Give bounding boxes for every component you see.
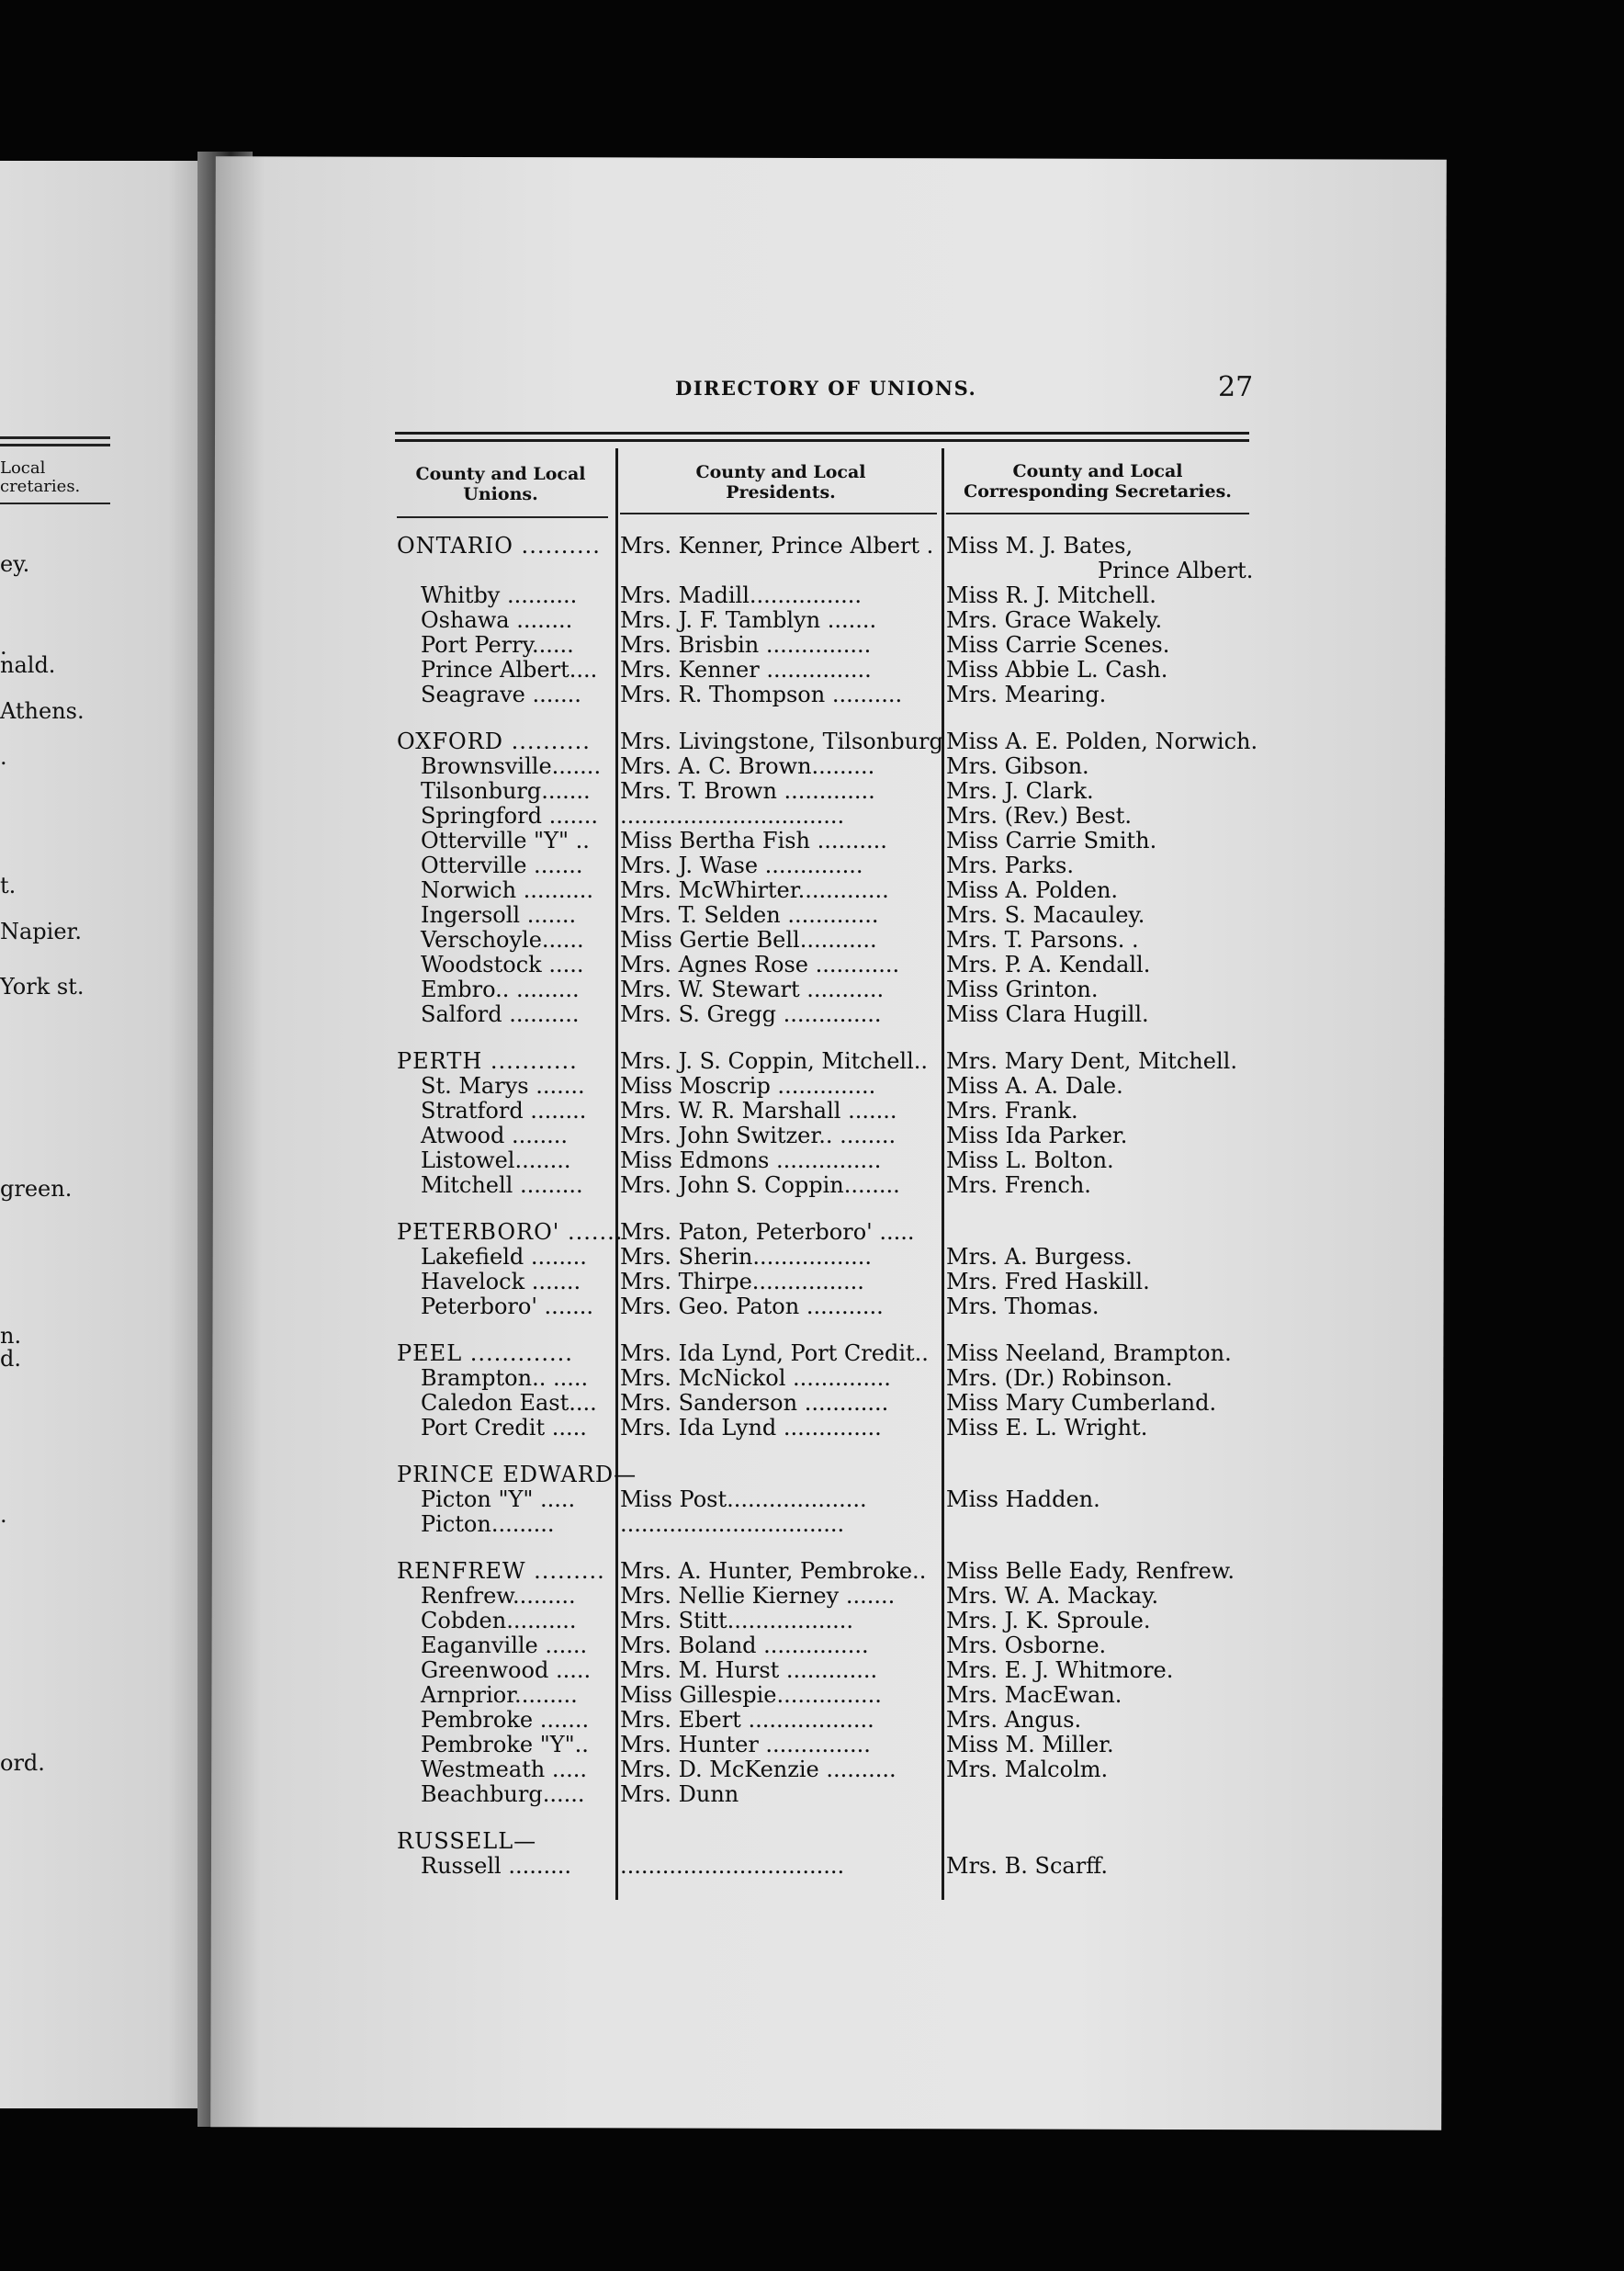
county-union-name: PETERBORO' ....... [397, 1219, 624, 1245]
table-row [0, 902, 1624, 928]
president-name: Mrs. Paton, Peterboro' ..... [620, 1219, 915, 1245]
left-page-line: . [0, 634, 7, 660]
president-name: Mrs. Geo. Paton ........... [620, 1294, 884, 1319]
table-row [0, 682, 1624, 707]
left-page-rule [0, 444, 110, 446]
secretary-name: Mrs. Mary Dent, Mitchell. [946, 1048, 1237, 1074]
table-row [0, 607, 1624, 633]
table-row [0, 1073, 1624, 1099]
table-row [0, 1172, 1624, 1198]
header-underline [946, 513, 1249, 514]
table-row [0, 803, 1624, 829]
president-name: Mrs. T. Brown ............. [620, 778, 875, 804]
president-name: ................................ [620, 803, 845, 829]
left-header-line: Local [0, 458, 46, 478]
table-row [0, 1707, 1624, 1733]
secretary-name: Miss Belle Eady, Renfrew. [946, 1558, 1235, 1584]
table-row [0, 753, 1624, 779]
local-union-name: Whitby .......... [421, 582, 578, 608]
local-union-name: Oshawa ........ [421, 607, 573, 633]
local-union-name: Pembroke "Y".. [421, 1732, 589, 1757]
president-name: ................................ [620, 1511, 845, 1537]
secretary-name: Miss Mary Cumberland. [946, 1390, 1217, 1416]
table-row [0, 1657, 1624, 1683]
president-name: Mrs. M. Hurst ............. [620, 1657, 878, 1683]
president-name: Mrs. D. McKenzie .......... [620, 1757, 897, 1782]
table-row [0, 1269, 1624, 1294]
secretary-name: Mrs. Angus. [946, 1707, 1082, 1733]
table-row [0, 977, 1624, 1002]
local-union-name: Seagrave ....... [421, 682, 581, 707]
county-union-name: PRINCE EDWARD— [397, 1462, 637, 1487]
table-row [0, 1781, 1624, 1807]
secretary-name: Mrs. (Rev.) Best. [946, 803, 1133, 829]
president-name: Mrs. R. Thompson .......... [620, 682, 903, 707]
left-page-line: n. [0, 1323, 22, 1349]
president-name: Miss Post.................... [620, 1486, 867, 1512]
president-name: Mrs. McNickol .............. [620, 1365, 891, 1391]
secretary-name: Mrs. A. Burgess. [946, 1244, 1133, 1270]
local-union-name: Port Perry...... [421, 632, 574, 658]
local-union-name: Port Credit ..... [421, 1415, 587, 1441]
secretary-name: Mrs. Frank. [946, 1098, 1078, 1124]
secretary-name: Mrs. Osborne. [946, 1633, 1107, 1658]
secretary-name: Miss M. Miller. [946, 1732, 1114, 1757]
table-row [0, 877, 1624, 903]
left-page-line: Napier. [0, 919, 83, 944]
president-name: Mrs. Agnes Rose ............ [620, 952, 900, 977]
secretary-name: Miss Carrie Scenes. [946, 632, 1170, 658]
secretary-name: Miss Abbie L. Cash. [946, 657, 1168, 683]
table-row [0, 1583, 1624, 1609]
secretary-name: Miss Carrie Smith. [946, 828, 1157, 853]
table-row [0, 1558, 1624, 1584]
secretary-continuation: Prince Albert. [1098, 558, 1254, 583]
table-row [0, 952, 1624, 977]
local-union-name: Listowel........ [421, 1147, 571, 1173]
president-name: Mrs. John S. Coppin........ [620, 1172, 900, 1198]
president-name: Mrs. Hunter ............... [620, 1732, 871, 1757]
local-union-name: Otterville ....... [421, 853, 583, 878]
secretary-name: Mrs. E. J. Whitmore. [946, 1657, 1174, 1683]
table-row [0, 853, 1624, 878]
county-union-name: RENFREW ......... [397, 1558, 605, 1584]
president-name: Mrs. McWhirter............. [620, 877, 889, 903]
county-union-name: ONTARIO .......... [397, 533, 601, 559]
local-union-name: Renfrew......... [421, 1583, 576, 1609]
left-page-line: York st. [0, 974, 85, 1000]
secretary-name: Miss A. A. Dale. [946, 1073, 1123, 1099]
secretary-name: Miss A. Polden. [946, 877, 1119, 903]
secretary-name: Mrs. Malcolm. [946, 1757, 1109, 1782]
left-page-line: green. [0, 1176, 73, 1202]
local-union-name: Beachburg...... [421, 1781, 585, 1807]
local-union-name: Ingersoll ....... [421, 902, 577, 928]
president-name: Mrs. Madill................ [620, 582, 862, 608]
table-row [0, 533, 1624, 559]
secretary-name: Miss L. Bolton. [946, 1147, 1114, 1173]
president-name: Mrs. J. Wase .............. [620, 853, 863, 878]
table-row [0, 1682, 1624, 1708]
header-presidents [634, 462, 928, 503]
president-name: Mrs. Livingstone, Tilsonburg [620, 729, 943, 754]
table-row [0, 657, 1624, 683]
president-name: Mrs. J. F. Tamblyn ....... [620, 607, 877, 633]
county-union-name: OXFORD .......... [397, 729, 591, 754]
secretary-name: Miss R. J. Mitchell. [946, 582, 1156, 608]
local-union-name: Russell ......... [421, 1853, 572, 1879]
local-union-name: Springford ....... [421, 803, 598, 829]
president-name: Mrs. J. S. Coppin, Mitchell.. [620, 1048, 929, 1074]
president-name: Miss Bertha Fish .......... [620, 828, 887, 853]
table-row [0, 1340, 1624, 1366]
secretary-name: Mrs. Gibson. [946, 753, 1089, 779]
president-name: Mrs. A. C. Brown......... [620, 753, 875, 779]
secretary-name: Mrs. MacEwan. [946, 1682, 1122, 1708]
president-name: Mrs. Stitt.................. [620, 1608, 853, 1633]
table-row [0, 1853, 1624, 1879]
secretary-name: Mrs. P. A. Kendall. [946, 952, 1151, 977]
table-row [0, 778, 1624, 804]
secretary-name: Miss A. E. Polden, Norwich. [946, 729, 1258, 754]
header-underline [620, 513, 937, 514]
local-union-name: Westmeath ..... [421, 1757, 588, 1782]
president-name: Mrs. Sherin................. [620, 1244, 873, 1270]
president-name: Mrs. Nellie Kierney ....... [620, 1583, 896, 1609]
local-union-name: Pembroke ....... [421, 1707, 590, 1733]
local-union-name: Woodstock ..... [421, 952, 584, 977]
secretary-name: Mrs. T. Parsons. . [946, 927, 1139, 953]
header-presidents-line1: County and Local [695, 462, 866, 482]
table-row [0, 828, 1624, 853]
left-page-line: . [0, 1502, 7, 1528]
table-row [0, 1757, 1624, 1782]
local-union-name: Eaganville ...... [421, 1633, 588, 1658]
local-union-name: Norwich .......... [421, 877, 593, 903]
president-name: Mrs. W. R. Marshall ....... [620, 1098, 897, 1124]
president-name: Mrs. T. Selden ............. [620, 902, 879, 928]
header-underline [397, 516, 608, 518]
president-name: ................................ [620, 1853, 845, 1879]
left-page-line: ey. [0, 551, 30, 577]
table-row [0, 1462, 1624, 1487]
president-name: Mrs. A. Hunter, Pembroke.. [620, 1558, 927, 1584]
local-union-name: Stratford ........ [421, 1098, 587, 1124]
header-unions [395, 464, 606, 504]
page-title: DIRECTORY OF UNIONS. [675, 377, 977, 400]
county-union-name: PEEL ............. [397, 1340, 573, 1366]
president-name: Miss Gillespie............... [620, 1682, 882, 1708]
table-row [0, 1001, 1624, 1027]
table-row [0, 1147, 1624, 1173]
table-row [0, 1365, 1624, 1391]
president-name: Mrs. S. Gregg .............. [620, 1001, 882, 1027]
president-name: Mrs. Ida Lynd .............. [620, 1415, 882, 1441]
left-page-line: Athens. [0, 698, 85, 724]
left-page-rule [0, 436, 110, 439]
local-union-name: Peterboro' ....... [421, 1294, 593, 1319]
table-row [0, 1219, 1624, 1245]
left-page-line: ord. [0, 1750, 45, 1776]
table-row [0, 1294, 1624, 1319]
left-page-rule [0, 503, 110, 504]
secretary-name: Miss M. J. Bates, [946, 533, 1133, 559]
president-name: Miss Gertie Bell........... [620, 927, 877, 953]
local-union-name: Salford .......... [421, 1001, 580, 1027]
table-row [0, 1098, 1624, 1124]
secretary-name: Miss Clara Hugill. [946, 1001, 1149, 1027]
local-union-name: Verschoyle...... [421, 927, 584, 953]
secretary-name: Mrs. J. K. Sproule. [946, 1608, 1151, 1633]
president-name: Mrs. Sanderson ............ [620, 1390, 889, 1416]
left-page-line: d. [0, 1346, 21, 1372]
secretary-name: Mrs. W. A. Mackay. [946, 1583, 1159, 1609]
local-union-name: Atwood ........ [421, 1123, 569, 1148]
secretary-name: Miss Neeland, Brampton. [946, 1340, 1232, 1366]
secretary-name: Mrs. (Dr.) Robinson. [946, 1365, 1173, 1391]
secretary-name: Mrs. Fred Haskill. [946, 1269, 1150, 1294]
local-union-name: St. Marys ....... [421, 1073, 585, 1099]
president-name: Miss Edmons ............... [620, 1147, 882, 1173]
local-union-name: Caledon East.... [421, 1390, 597, 1416]
table-row [0, 1048, 1624, 1074]
header-rule-bottom [395, 439, 1249, 442]
header-secretaries [951, 461, 1245, 502]
table-row [0, 1486, 1624, 1512]
left-page-line: nald. [0, 652, 56, 678]
president-name: Mrs. Kenner, Prince Albert . [620, 533, 934, 559]
page-number: 27 [1218, 371, 1254, 403]
header-unions-line1: County and Local [415, 464, 586, 484]
local-union-name: Mitchell ......... [421, 1172, 583, 1198]
table-row [0, 1608, 1624, 1633]
president-name: Mrs. Kenner ............... [620, 657, 872, 683]
left-header-line: cretaries. [0, 477, 81, 496]
header-presidents-line2: Presidents. [726, 482, 836, 503]
table-row [0, 729, 1624, 754]
secretary-name: Miss E. L. Wright. [946, 1415, 1148, 1441]
local-union-name: Brampton.. ..... [421, 1365, 589, 1391]
table-row [0, 1633, 1624, 1658]
left-page-line: . [0, 744, 7, 770]
table-row [0, 582, 1624, 608]
local-union-name: Lakefield ........ [421, 1244, 587, 1270]
secretary-name: Mrs. B. Scarff. [946, 1853, 1109, 1879]
local-union-name: Greenwood ..... [421, 1657, 592, 1683]
secretary-name: Mrs. French. [946, 1172, 1091, 1198]
county-union-name: RUSSELL— [397, 1828, 537, 1854]
table-row [0, 1244, 1624, 1270]
president-name: Mrs. Boland ............... [620, 1633, 869, 1658]
header-secretaries-line1: County and Local [1012, 461, 1183, 481]
president-name: Mrs. Dunn [620, 1781, 739, 1807]
local-union-name: Picton "Y" ..... [421, 1486, 576, 1512]
header-secretaries-line2: Corresponding Secretaries. [964, 481, 1232, 502]
secretary-name: Mrs. Grace Wakely. [946, 607, 1163, 633]
table-row [0, 1732, 1624, 1757]
secretary-name: Miss Ida Parker. [946, 1123, 1128, 1148]
local-union-name: Prince Albert.... [421, 657, 598, 683]
president-name: Mrs. John Switzer.. ........ [620, 1123, 897, 1148]
left-page-line: t. [0, 873, 17, 898]
table-row [0, 632, 1624, 658]
local-union-name: Embro.. ......... [421, 977, 580, 1002]
header-unions-line2: Unions. [463, 484, 538, 504]
president-name: Mrs. Ida Lynd, Port Credit.. [620, 1340, 929, 1366]
secretary-name: Mrs. Thomas. [946, 1294, 1100, 1319]
table-row [0, 1828, 1624, 1854]
secretary-name: Mrs. Mearing. [946, 682, 1107, 707]
local-union-name: Brownsville....... [421, 753, 602, 779]
secretary-name: Miss Grinton. [946, 977, 1099, 1002]
president-name: Miss Moscrip .............. [620, 1073, 876, 1099]
table-row [0, 558, 1624, 583]
local-union-name: Picton......... [421, 1511, 555, 1537]
county-union-name: PERTH ........... [397, 1048, 578, 1074]
president-name: Mrs. Brisbin ............... [620, 632, 872, 658]
secretary-name: Mrs. Parks. [946, 853, 1074, 878]
president-name: Mrs. Ebert .................. [620, 1707, 874, 1733]
local-union-name: Tilsonburg....... [421, 778, 591, 804]
president-name: Mrs. W. Stewart ........... [620, 977, 885, 1002]
secretary-name: Mrs. S. Macauley. [946, 902, 1145, 928]
president-name: Mrs. Thirpe................ [620, 1269, 864, 1294]
secretary-name: Mrs. J. Clark. [946, 778, 1094, 804]
table-row [0, 1123, 1624, 1148]
table-row [0, 1390, 1624, 1416]
table-row [0, 1415, 1624, 1441]
table-row [0, 927, 1624, 953]
table-row [0, 1511, 1624, 1537]
secretary-name: Miss Hadden. [946, 1486, 1100, 1512]
local-union-name: Arnprior......... [421, 1682, 578, 1708]
local-union-name: Havelock ....... [421, 1269, 581, 1294]
local-union-name: Cobden.......... [421, 1608, 577, 1633]
header-rule-top [395, 432, 1249, 435]
local-union-name: Otterville "Y" .. [421, 828, 590, 853]
